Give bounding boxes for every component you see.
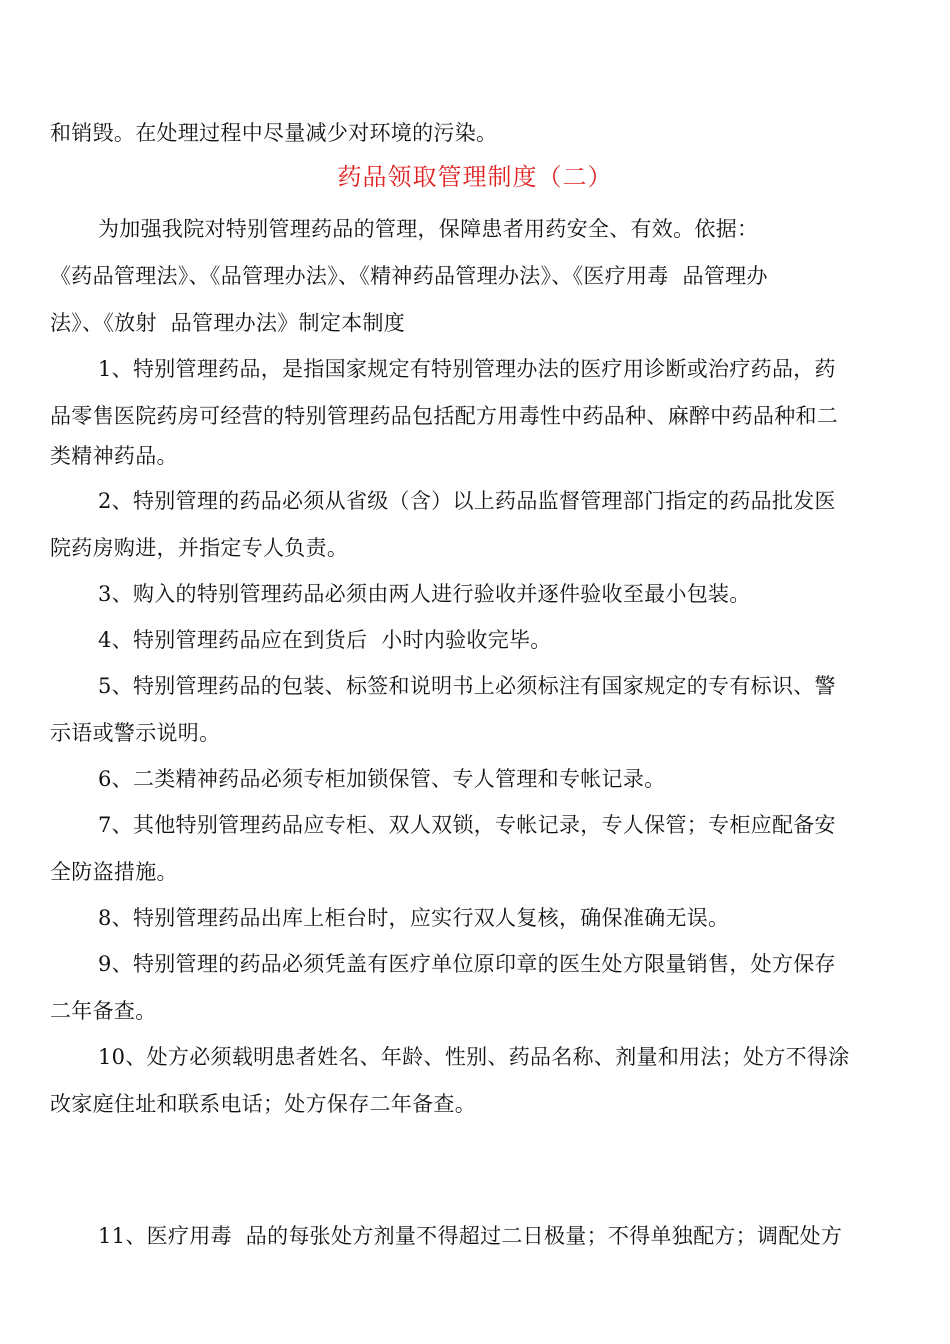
item-10-line-2: 改家庭住址和联系电话；处方保存二年备查。 bbox=[50, 1092, 476, 1116]
item-11-line-1: 11、医疗用毒 品的每张处方剂量不得超过二日极量；不得单独配方；调配处方 bbox=[98, 1224, 843, 1248]
item-4-line-1: 4、特别管理药品应在到货后 小时内验收完毕。 bbox=[98, 628, 552, 652]
preamble-line-2: 《药品管理法》、《品管理办法》、《精神药品管理办法》、《医疗用毒 品管理办 bbox=[50, 264, 768, 288]
item-3-line-1: 3、购入的特别管理药品必须由两人进行验收并逐件验收至最小包装。 bbox=[98, 582, 751, 606]
document-title: 药品领取管理制度（二） bbox=[337, 163, 613, 191]
item-9-line-1: 9、特别管理的药品必须凭盖有医疗单位原印章的医生处方限量销售，处方保存 bbox=[98, 952, 836, 976]
item-6-line-1: 6、二类精神药品必须专柜加锁保管、专人管理和专帐记录。 bbox=[98, 767, 666, 791]
item-1-line-2: 品零售医院药房可经营的特别管理药品包括配方用毒性中药品种、麻醉中药品种和二 bbox=[50, 404, 839, 428]
intro-line: 和销毁。在处理过程中尽量减少对环境的污染。 bbox=[50, 121, 498, 145]
item-1-line-3: 类精神药品。 bbox=[50, 444, 178, 468]
item-7-line-2: 全防盗措施。 bbox=[50, 860, 178, 884]
item-10-line-1: 10、处方必须载明患者姓名、年龄、性别、药品名称、剂量和用法；处方不得涂 bbox=[98, 1045, 850, 1069]
item-5-line-2: 示语或警示说明。 bbox=[50, 721, 221, 745]
item-8-line-1: 8、特别管理药品出库上柜台时，应实行双人复核，确保准确无误。 bbox=[98, 906, 730, 930]
item-9-line-2: 二年备查。 bbox=[50, 999, 157, 1023]
preamble-line-3: 法》、《放射 品管理办法》制定本制度 bbox=[50, 311, 406, 335]
item-5-line-1: 5、特别管理药品的包装、标签和说明书上必须标注有国家规定的专有标识、警 bbox=[98, 674, 836, 698]
item-2-line-1: 2、特别管理的药品必须从省级（含）以上药品监督管理部门指定的药品批发医 bbox=[98, 489, 836, 513]
item-7-line-1: 7、其他特别管理药品应专柜、双人双锁，专帐记录，专人保管；专柜应配备安 bbox=[98, 813, 836, 837]
preamble-line-1: 为加强我院对特别管理药品的管理，保障患者用药安全、有效。依据： bbox=[98, 217, 759, 241]
item-1-line-1: 1、特别管理药品，是指国家规定有特别管理办法的医疗用诊断或治疗药品，药 bbox=[98, 357, 836, 381]
item-2-line-2: 院药房购进，并指定专人负责。 bbox=[50, 536, 349, 560]
